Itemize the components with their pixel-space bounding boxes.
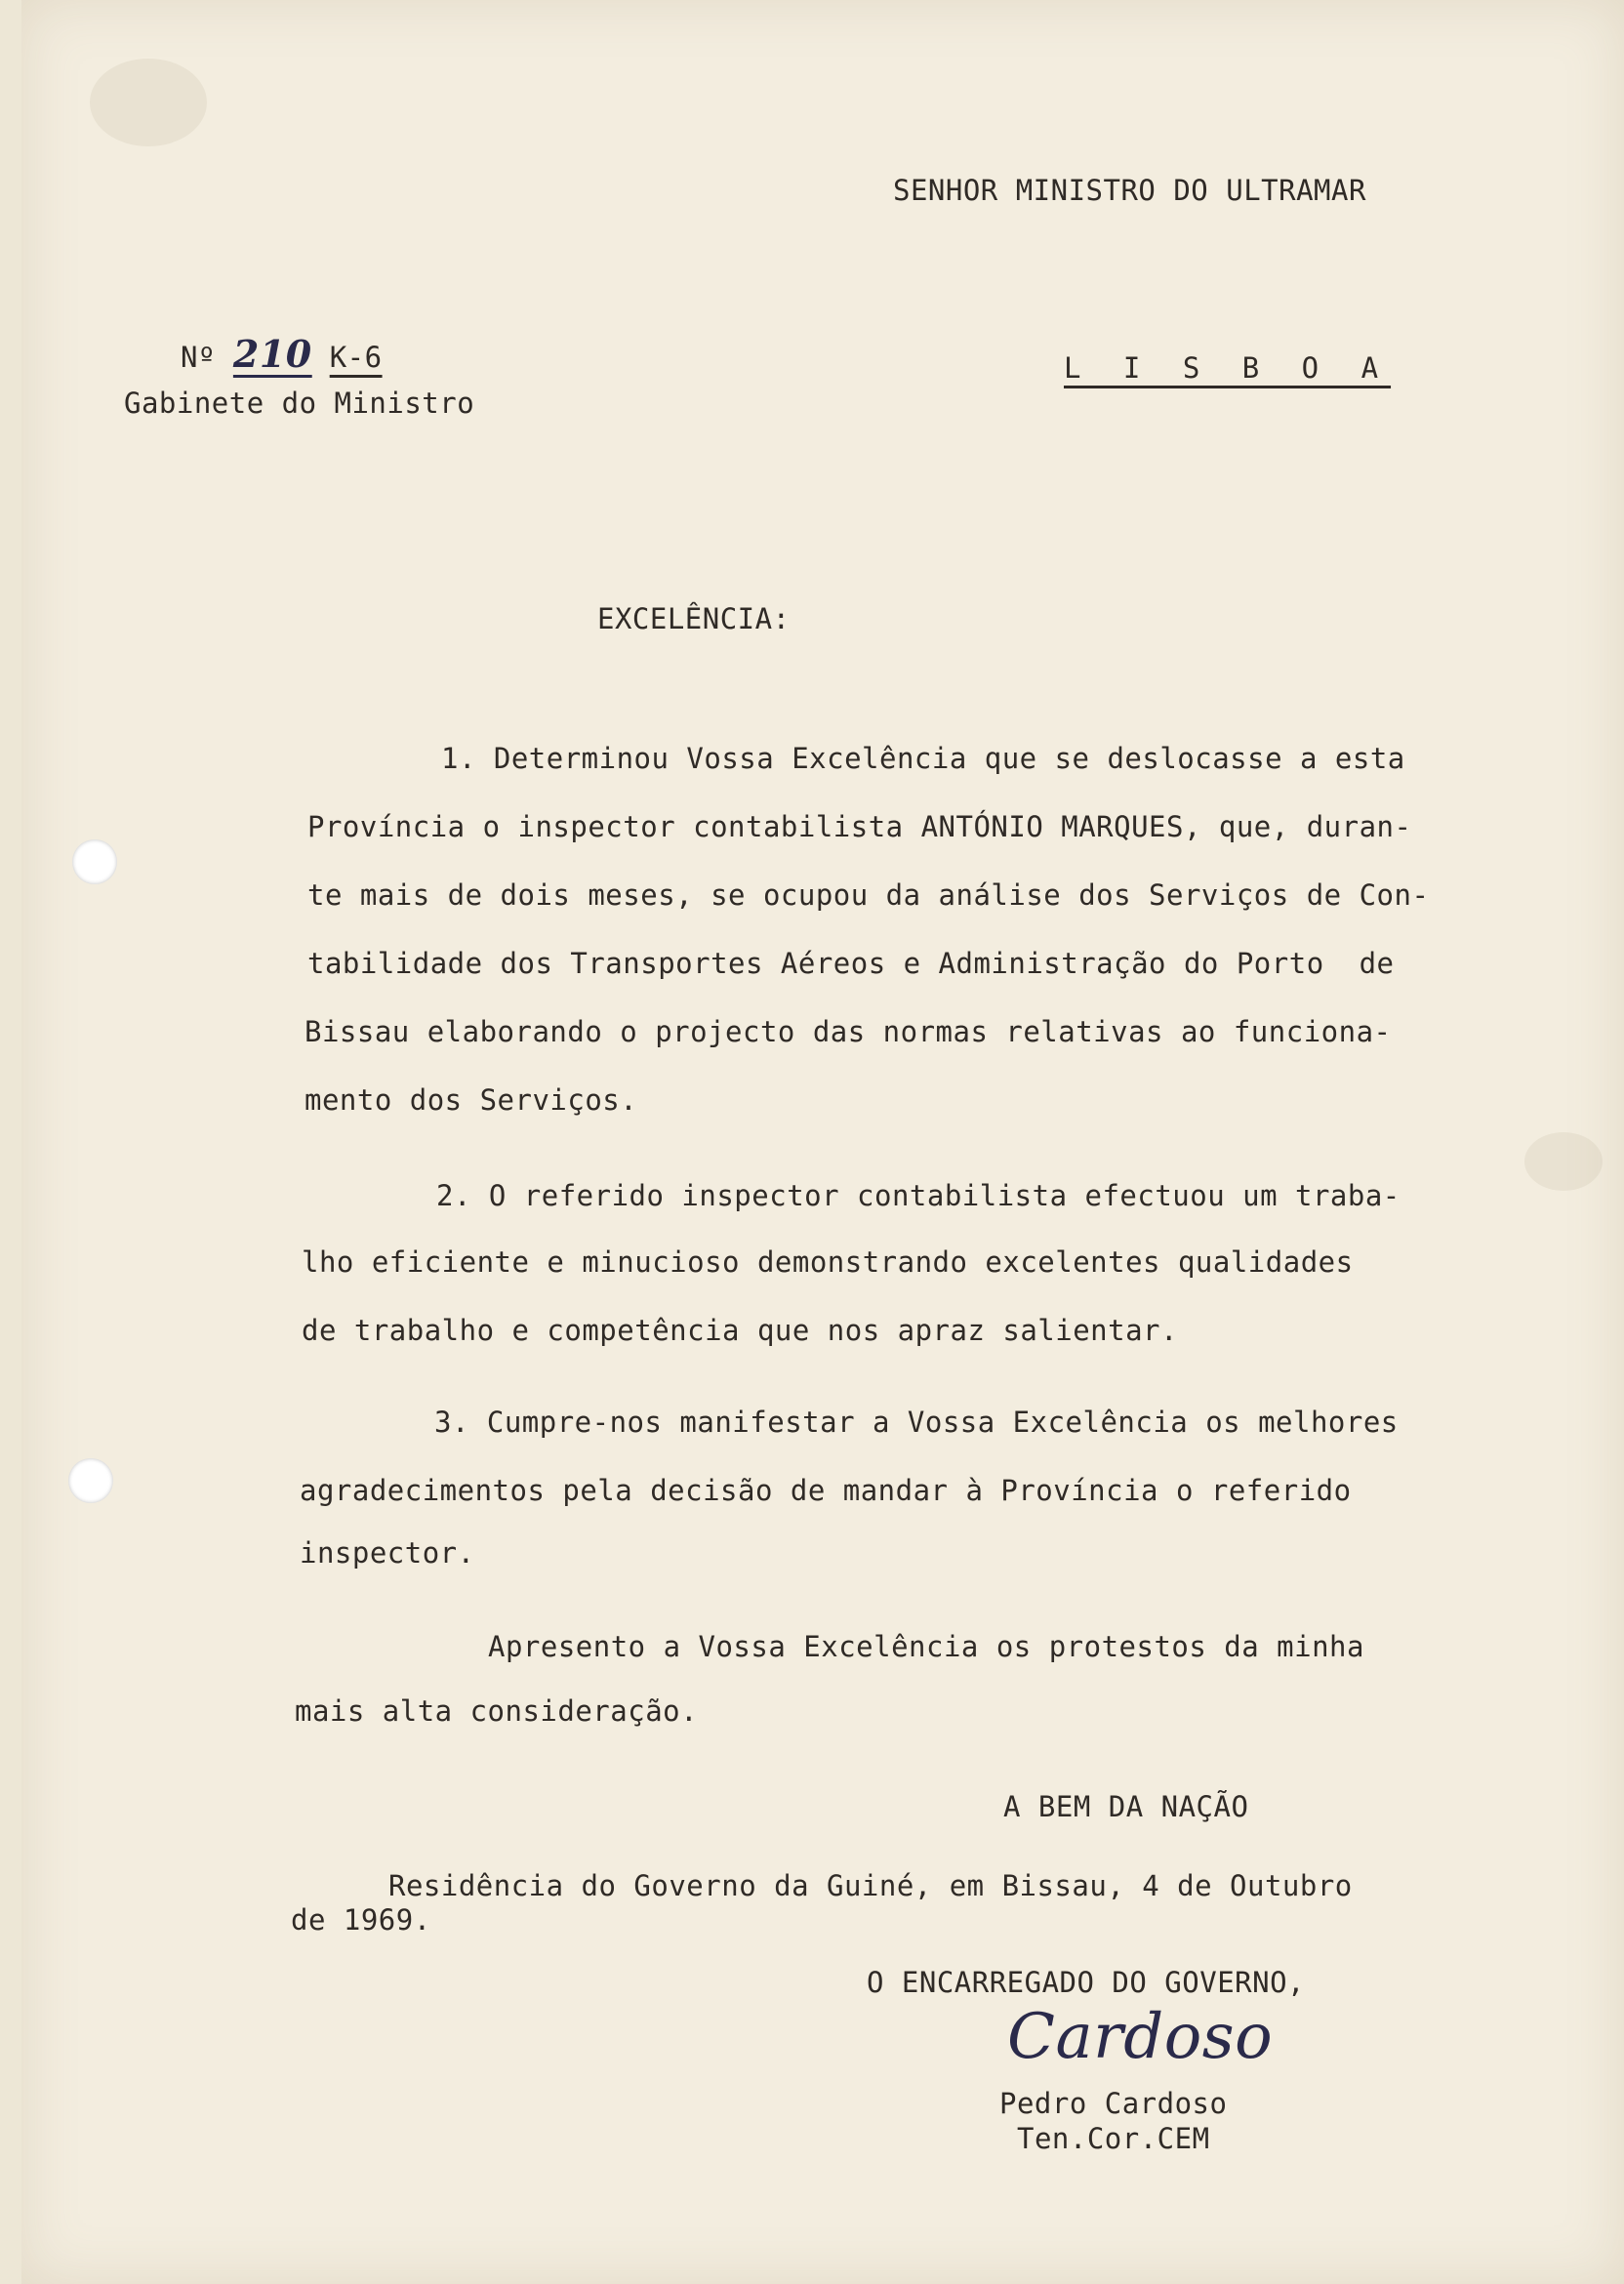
reference-suffix: K-6 xyxy=(329,341,383,374)
paragraph-3-line-2: agradecimentos pela decisão de mandar à Província o referido xyxy=(300,1474,1352,1507)
paragraph-4-line-2: mais alta consideração. xyxy=(295,1694,699,1728)
reference-prefix: Nº xyxy=(181,341,216,374)
paragraph-3-line-3: inspector. xyxy=(300,1536,475,1570)
paragraph-3-line-1: 3. Cumpre-nos manifestar a Vossa Excelência os melhores xyxy=(434,1406,1399,1439)
paragraph-2-line-1: 2. O referido inspector contabilista efectuou um traba- xyxy=(436,1179,1401,1212)
punch-hole-top xyxy=(72,839,117,884)
paragraph-2-line-2: lho eficiente e minucioso demonstrando excelentes qualidades xyxy=(302,1245,1354,1279)
paragraph-1-line-4: tabilidade dos Transportes Aéreos e Administração do Porto de xyxy=(307,947,1395,980)
closing-formula: A BEM DA NAÇÃO xyxy=(1003,1790,1249,1823)
reference-office: Gabinete do Ministro xyxy=(124,387,475,420)
paper-stain xyxy=(1524,1132,1603,1191)
paragraph-1-line-1: 1. Determinou Vossa Excelência que se deslocasse a esta xyxy=(441,742,1405,775)
reference-number xyxy=(181,332,383,376)
place-date-line-1: Residência do Governo da Guiné, em Bissau, 4 de Outubro xyxy=(388,1869,1353,1902)
paragraph-1-line-6: mento dos Serviços. xyxy=(304,1083,638,1117)
place-date-line-2: de 1969. xyxy=(291,1903,431,1937)
signatory-title: O ENCARREGADO DO GOVERNO, xyxy=(867,1966,1305,1999)
paragraph-2-line-3: de trabalho e competência que nos apraz salientar. xyxy=(302,1314,1178,1347)
signatory-rank: Ten.Cor.CEM xyxy=(1017,2122,1210,2155)
destination-city: L I S B O A xyxy=(1064,351,1392,385)
punch-hole-bottom xyxy=(68,1458,113,1503)
signatory-name: Pedro Cardoso xyxy=(999,2087,1228,2120)
paragraph-1-line-3: te mais de dois meses, se ocupou da análise dos Serviços de Con- xyxy=(307,878,1430,912)
paragraph-1-line-5: Bissau elaborando o projecto das normas relativas ao funciona- xyxy=(304,1015,1392,1048)
reference-handwritten-number: 210 xyxy=(232,332,312,376)
letter-page xyxy=(21,0,1624,2284)
paragraph-1-line-2: Província o inspector contabilista ANTÓNIO MARQUES, que, duran- xyxy=(307,810,1412,843)
paper-stain xyxy=(90,59,207,146)
recipient-line: SENHOR MINISTRO DO ULTRAMAR xyxy=(893,174,1366,207)
paragraph-4-line-1: Apresento a Vossa Excelência os protestos da minha xyxy=(488,1630,1364,1663)
salutation: EXCELÊNCIA: xyxy=(597,602,791,635)
handwritten-signature: Cardoso xyxy=(1007,2001,1274,2073)
